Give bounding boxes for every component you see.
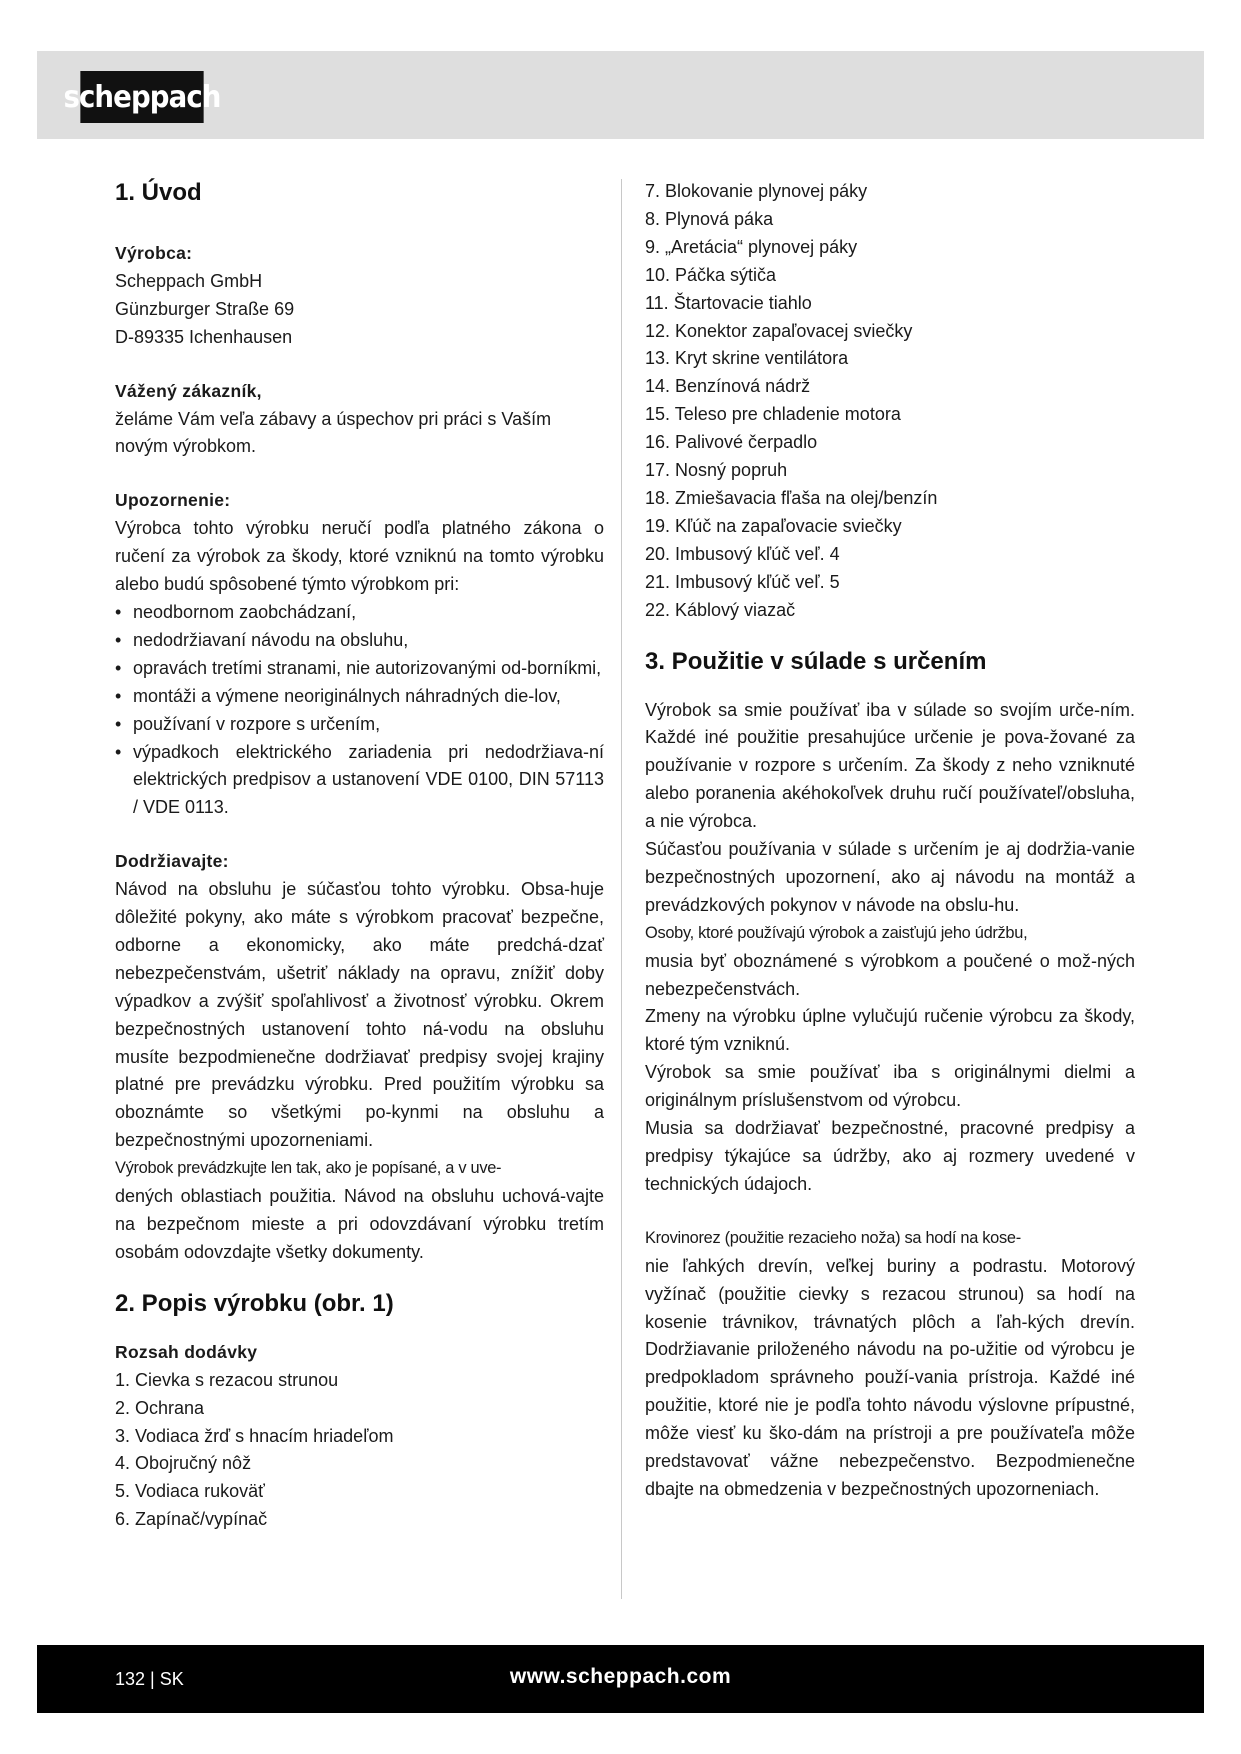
list-item: 19. Kľúč na zapaľovacie sviečky: [645, 515, 902, 536]
notice-bullet-list: [115, 599, 604, 822]
list-item: 15. Teleso pre chladenie motora: [645, 404, 901, 425]
list-item: • výpadkoch elektrického zariadenia pri nedodržiava-ní elektrických predpisov a ustanovení VDE 0100, DIN 57113 / VDE 0113.: [115, 739, 604, 823]
intended-use-paragraph: Výrobok sa smie používať iba s originálnymi dielmi a originálnym príslušenstvom od výrobcu.: [645, 1062, 1135, 1111]
list-item: 9. „Aretácia“ plynovej páky: [645, 236, 858, 257]
intended-use-block: [645, 697, 1135, 1504]
intended-use-paragraph: Súčasťou používania v súlade s určením je aj dodržia-vanie bezpečnostných upozornení, ako aj návodu na montáž a prevádzkových pokynov v návode na obslu-hu.: [645, 839, 1135, 915]
intended-use-paragraph: Výrobok sa smie používať iba v súlade so svojím urče-ním. Každé iné použitie presahujúce určenie je pova-žované za používanie v rozpore s určením. Za škody z neho vzniknuté alebo poranenia akéhokoľvek druhu ručí používateľ/obsluha, a nie výrobca.: [645, 699, 1135, 832]
list-item: 10. Páčka sýtiča: [645, 264, 777, 285]
column-divider: [621, 179, 622, 1599]
notice-text: Výrobca tohto výrobku neručí podľa platného zákona o ručení za výrobok za škody, ktoré vzniknú na tomto výrobku alebo budú spôsobené týmto výrobkom pri:: [115, 518, 604, 595]
list-item: 7. Blokovanie plynovej páky: [645, 181, 868, 201]
footer-bar: [37, 1645, 1204, 1713]
list-item: • neodbornom zaobchádzaní,: [115, 599, 604, 627]
page-number: 132 | SK: [115, 1669, 184, 1689]
manufacturer-line: D-89335 Ichenhausen: [115, 326, 293, 347]
list-item: 11. Štartovacie tiahlo: [645, 292, 812, 313]
website-link[interactable]: www.scheppach.com: [509, 1665, 732, 1688]
list-item: 18. Zmiešavacia fľaša na olej/benzín: [645, 487, 938, 508]
list-item: 21. Imbusový kľúč veľ. 5: [645, 571, 840, 592]
scheppach-logo: scheppach: [80, 71, 203, 123]
list-item: • používaní v rozpore s určením,: [115, 711, 604, 739]
list-item: 14. Benzínová nádrž: [645, 376, 811, 397]
manufacturer-label: Výrobca:: [115, 243, 193, 263]
right-column: [645, 178, 1135, 1504]
list-item: 22. Káblový viazač: [645, 599, 796, 620]
list-item: • opravách tretími stranami, nie autorizovanými od-borníkmi,: [115, 655, 604, 683]
dear-customer-block: [115, 378, 604, 462]
intended-use-paragraph: Musia sa dodržiavať bezpečnostné, pracovné predpisy a predpisy týkajúce sa údržby, ako aj rozmery uvedené v technických údajoch.: [645, 1118, 1135, 1194]
intended-use-paragraph-small: Krovinorez (použitie rezacieho noža) sa hodí na kose-: [645, 1228, 1021, 1247]
section-3-title: 3. Použitie v súlade s určením: [645, 647, 987, 675]
list-item: 8. Plynová páka: [645, 208, 774, 229]
list-item: 4. Obojručný nôž: [115, 1453, 252, 1474]
observe-text: Návod na obsluhu je súčasťou tohto výrobku. Obsa-huje dôležité pokyny, ako máte s výrobkom pracovať bezpečne, odborne a ekonomicky, ako máte predchá-dzať nebezpečenstvám, ušetriť náklady na opravu, znížiť doby výpadkov a zvýšiť spoľahlivosť a životnosť výrobku. Okrem bezpečnostných ustanovení tohto ná-vodu na obsluhu musíte bezpodmienečne dodržiavať predpisy svojej krajiny platné pre prevádzku výrobku. Pred použitím výrobku sa oboznámte so všetkými po-kynmi na obsluhu a bezpečnostnými upozorneniami.: [115, 879, 604, 1151]
list-item: • nedodržiavaní návodu na obsluhu,: [115, 627, 604, 655]
dear-customer-label: Vážený zákazník,: [115, 380, 262, 401]
list-item: 16. Palivové čerpadlo: [645, 432, 818, 453]
list-item: 12. Konektor zapaľovacej sviečky: [645, 320, 913, 341]
list-item: 13. Kryt skrine ventilátora: [645, 348, 849, 369]
section-2-title: 2. Popis výrobku (obr. 1): [115, 1289, 394, 1317]
list-item: 17. Nosný popruh: [645, 460, 788, 481]
list-item: 6. Zapínač/vypínač: [115, 1509, 268, 1530]
list-item: 5. Vodiaca rukoväť: [115, 1481, 265, 1502]
scope-list-left: [115, 1367, 604, 1534]
scope-of-delivery: [115, 1339, 604, 1534]
intended-use-paragraph-small: Osoby, ktoré používajú výrobok a zaisťujú jeho údržbu,: [645, 923, 1028, 942]
left-column: [115, 178, 604, 1534]
list-item: 20. Imbusový kľúč veľ. 4: [645, 543, 840, 564]
manufacturer-line: Scheppach GmbH: [115, 270, 263, 291]
notice-label: Upozornenie:: [115, 490, 231, 511]
list-item: 3. Vodiaca žrď s hnacím hriadeľom: [115, 1425, 394, 1446]
header-band: [37, 51, 1204, 139]
notice-block: [115, 487, 604, 822]
intended-use-paragraph: musia byť oboznámené s výrobkom a poučené o mož-ných nebezpečenstvách.: [645, 950, 1135, 999]
dear-customer-text: želáme Vám veľa zábavy a úspechov pri práci s Vaším novým výrobkom.: [115, 408, 552, 457]
list-item: 2. Ochrana: [115, 1397, 205, 1418]
manufacturer-line: Günzburger Straße 69: [115, 298, 295, 319]
observe-text-end: dených oblastiach použitia. Návod na obsluhu uchová-vajte na bezpečnom mieste a pri odovzdávaní výrobku tretím osobám odovzdajte všetky dokumenty.: [115, 1186, 604, 1262]
scope-list-right: [645, 178, 1135, 625]
observe-text-small: Výrobok prevádzkujte len tak, ako je popísané, a v uve-: [115, 1159, 502, 1178]
section-1-title: 1. Úvod: [115, 179, 202, 206]
list-item: • montáži a výmene neoriginálnych náhradných die-lov,: [115, 683, 604, 711]
scope-label: Rozsah dodávky: [115, 1341, 258, 1362]
observe-block: [115, 848, 604, 1267]
intended-use-paragraph: Zmeny na výrobku úplne vylučujú ručenie výrobcu za škody, ktoré tým vzniknú.: [645, 1006, 1135, 1055]
list-item: 1. Cievka s rezacou strunou: [115, 1369, 339, 1390]
manufacturer-block: [115, 240, 604, 352]
observe-label: Dodržiavajte:: [115, 851, 229, 872]
intended-use-paragraph: nie ľahkých drevín, veľkej buriny a podrastu. Motorový vyžínač (použitie cievky s rezacou strunou) sa hodí na kosenie trávnikov, trávnatých plôch a ľah-kých drevín. Dodržiavanie priloženého návodu na po-užitie od výrobcu je predpokladom správneho použí-vania prístroja. Každé iné použitie, ktoré nie je podľa tohto návodu výslovne prípustné, môže viesť ku ško-dám na prístroji a pre používateľa môže predstavovať vážne nebezpečenstvo. Bezpodmienečne dbajte na obmedzenia v bezpečnostných upozorneniach.: [645, 1255, 1135, 1499]
